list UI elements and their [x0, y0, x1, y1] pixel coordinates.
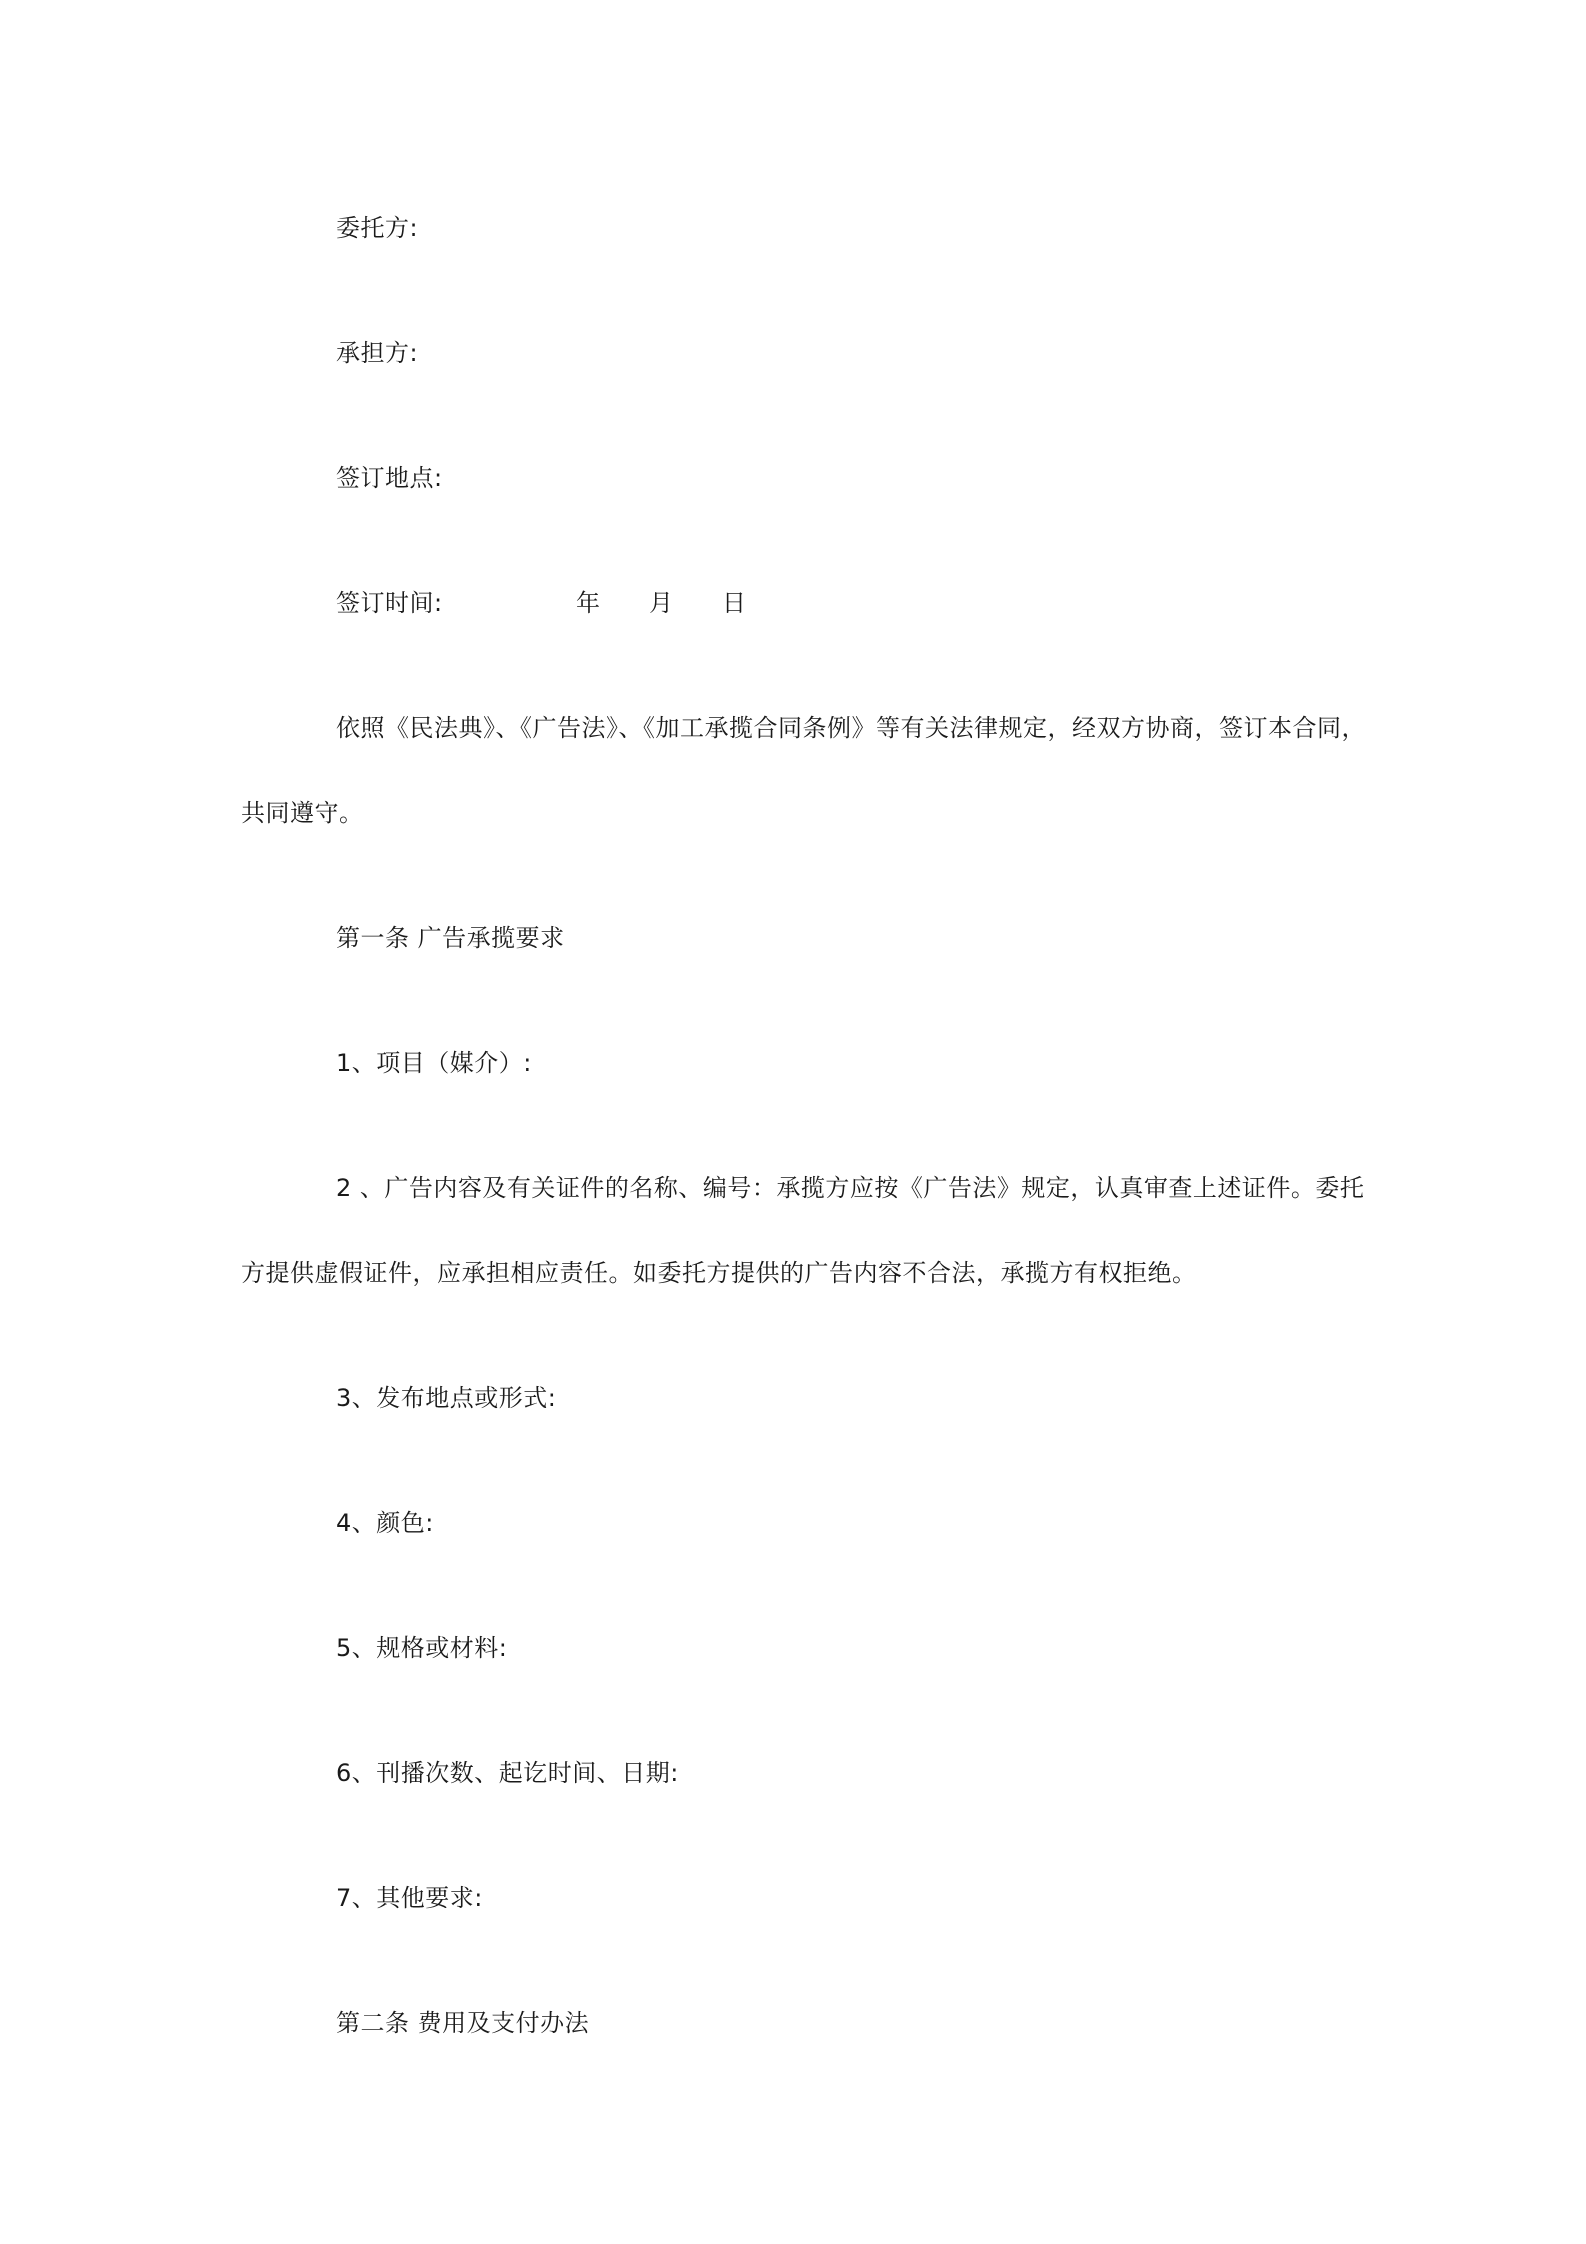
preamble-line-2: 共同遵守。: [241, 799, 364, 827]
article-1-item-7: 7、其他要求:: [336, 1884, 483, 1912]
article-1-item-1: 1、项目（媒介）:: [336, 1049, 532, 1077]
article-1-item-6: 6、刊播次数、起讫时间、日期:: [336, 1759, 679, 1787]
sign-time-row: [336, 588, 756, 618]
client-field-label: 委托方:: [336, 214, 419, 242]
preamble-line-1: 依照《民法典》、《广告法》、《加工承揽合同条例》等有关法律规定，经双方协商，签订本合同，: [336, 714, 1366, 742]
article-2-heading: 第二条 费用及支付办法: [336, 2009, 590, 2037]
article-1-heading: 第一条 广告承揽要求: [336, 924, 565, 952]
month-unit: 月: [649, 589, 674, 617]
article-1-item-3: 3、发布地点或形式:: [336, 1384, 557, 1412]
day-unit: 日: [722, 589, 747, 617]
article-1-item-5: 5、规格或材料:: [336, 1634, 508, 1662]
year-unit: 年: [576, 589, 601, 617]
article-1-item-4: 4、颜色:: [336, 1509, 434, 1537]
article-1-item-2-line-2: 方提供虚假证件，应承担相应责任。如委托方提供的广告内容不合法，承揽方有权拒绝。: [241, 1259, 1197, 1287]
contractor-field-label: 承担方:: [336, 339, 419, 367]
sign-place-field-label: 签订地点:: [336, 464, 443, 492]
sign-time-field-label: 签订时间:: [336, 589, 443, 617]
article-1-item-2-line-1: 2 、广告内容及有关证件的名称、编号：承揽方应按《广告法》规定，认真审查上述证件。委托: [336, 1174, 1365, 1202]
